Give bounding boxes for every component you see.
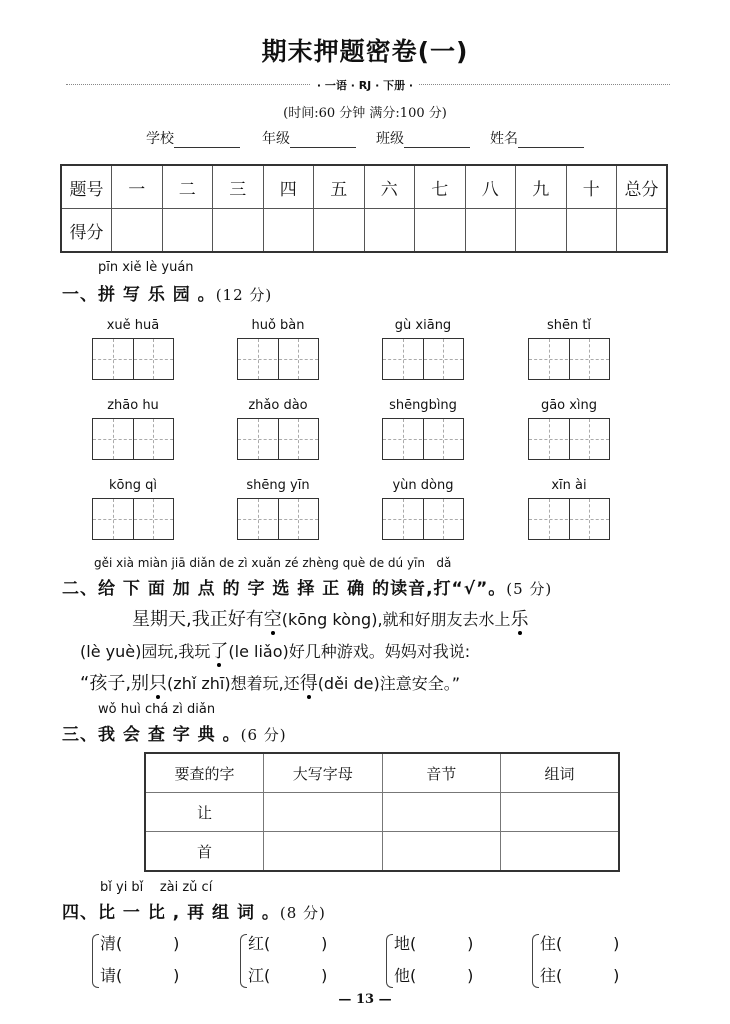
score-header-cell: 三 bbox=[213, 165, 264, 209]
score-header-cell: 十 bbox=[566, 165, 617, 209]
grade-blank[interactable] bbox=[290, 131, 356, 148]
word-pinyin: kōng qì bbox=[109, 478, 157, 493]
word-pinyin: shēng yīn bbox=[246, 478, 310, 493]
passage-line-2: (lè yuè)园玩,我玩了(le liǎo)好几种游戏。妈妈对我说: bbox=[80, 641, 471, 662]
pinyin-write-item bbox=[92, 398, 174, 460]
page-number: — 13 — bbox=[338, 992, 392, 1007]
dict-answer-cell[interactable] bbox=[501, 832, 620, 872]
section1-title: 一、拼 写 乐 园 。(12 分) bbox=[62, 285, 273, 305]
pinyin-write-item bbox=[237, 398, 319, 460]
pinyin-write-item bbox=[528, 478, 610, 540]
tianzige-box[interactable] bbox=[382, 498, 464, 540]
tianzige-box[interactable] bbox=[528, 418, 610, 460]
word-pinyin: huǒ bàn bbox=[251, 318, 305, 333]
dict-header-cell: 组词 bbox=[501, 753, 620, 793]
dict-answer-cell[interactable] bbox=[501, 793, 620, 832]
score-cell[interactable] bbox=[314, 209, 365, 253]
pinyin-write-item bbox=[237, 318, 319, 380]
section3-pinyin: wǒ huì chá zì diǎn bbox=[98, 702, 216, 717]
school-field: 学校 bbox=[146, 128, 240, 148]
tianzige-box[interactable] bbox=[528, 338, 610, 380]
pinyin-write-item bbox=[528, 318, 610, 380]
word-pinyin: shēn tǐ bbox=[546, 318, 592, 333]
tianzige-box[interactable] bbox=[237, 338, 319, 380]
dotted-char: 乐 bbox=[510, 609, 529, 630]
brace bbox=[532, 934, 539, 988]
score-header-cell: 四 bbox=[263, 165, 314, 209]
dict-answer-cell[interactable] bbox=[382, 832, 501, 872]
score-cell[interactable] bbox=[263, 209, 314, 253]
pinyin-write-item bbox=[237, 478, 319, 540]
tianzige-box[interactable] bbox=[237, 498, 319, 540]
tianzige-box[interactable] bbox=[92, 338, 174, 380]
dict-header-cell: 音节 bbox=[382, 753, 501, 793]
section3-title: 三、我 会 查 字 典 。(6 分) bbox=[62, 725, 287, 745]
score-header-cell: 五 bbox=[314, 165, 365, 209]
class-field: 班级 bbox=[376, 128, 470, 148]
score-row bbox=[61, 209, 667, 253]
dotted-char: 得 bbox=[299, 673, 318, 694]
dict-header-cell: 大写字母 bbox=[264, 753, 383, 793]
score-cell[interactable] bbox=[162, 209, 213, 253]
pinyin-write-item bbox=[382, 478, 464, 540]
word-pinyin: yùn dòng bbox=[392, 478, 454, 493]
dictionary-table bbox=[144, 752, 620, 872]
brace bbox=[386, 934, 393, 988]
tianzige-box[interactable] bbox=[92, 418, 174, 460]
word-pinyin: gù xiāng bbox=[394, 318, 452, 333]
score-header-cell: 六 bbox=[364, 165, 415, 209]
score-table bbox=[60, 164, 668, 253]
dict-char-cell: 让 bbox=[145, 793, 264, 832]
tianzige-box[interactable] bbox=[237, 418, 319, 460]
score-cell[interactable] bbox=[415, 209, 466, 253]
dict-answer-cell[interactable] bbox=[382, 793, 501, 832]
score-cell[interactable] bbox=[465, 209, 516, 253]
word-pinyin: zhāo hu bbox=[107, 398, 159, 413]
section2-title: 二、给 下 面 加 点 的 字 选 择 正 确 的读音,打“√”。(5 分) bbox=[62, 579, 553, 599]
section4-title: 四、比 一 比 , 再 组 词 。(8 分) bbox=[62, 903, 326, 923]
compare-pair: 清( ) 请( ) bbox=[100, 928, 179, 992]
score-cell[interactable] bbox=[213, 209, 264, 253]
section2-pinyin: gěi xià miàn jiā diǎn de zì xuǎn zé zhèng què de dú yīn dǎ bbox=[94, 556, 452, 570]
tianzige-box[interactable] bbox=[528, 498, 610, 540]
score-header-cell: 七 bbox=[415, 165, 466, 209]
word-pinyin: gāo xìng bbox=[540, 398, 598, 413]
word-pinyin: zhǎo dào bbox=[248, 398, 308, 413]
compare-pair: 住( ) 往( ) bbox=[540, 928, 619, 992]
score-row-label: 得分 bbox=[61, 209, 112, 253]
time-and-score-info: (时间:60 分钟 满分:100 分) bbox=[283, 106, 447, 121]
compare-pair: 地( ) 他( ) bbox=[394, 928, 473, 992]
question-number-row bbox=[61, 165, 667, 209]
grade-field: 年级 bbox=[262, 128, 356, 148]
dictionary-row bbox=[145, 832, 619, 872]
tianzige-box[interactable] bbox=[382, 338, 464, 380]
section1-pinyin: pīn xiě lè yuán bbox=[98, 260, 194, 275]
score-cell[interactable] bbox=[617, 209, 668, 253]
page-title: 期末押题密卷(一) bbox=[261, 37, 469, 66]
score-header-cell: 八 bbox=[465, 165, 516, 209]
edition-tag: · 一语 · RJ · 下册 · bbox=[0, 77, 730, 93]
pinyin-write-item bbox=[92, 318, 174, 380]
dict-answer-cell[interactable] bbox=[264, 832, 383, 872]
passage-line-3: “孩子,别只(zhǐ zhī)想着玩,还得(děi de)注意安全。” bbox=[80, 673, 460, 694]
score-cell[interactable] bbox=[112, 209, 163, 253]
compare-pair: 红( ) 江( ) bbox=[248, 928, 327, 992]
class-blank[interactable] bbox=[404, 131, 470, 148]
dict-char-cell: 首 bbox=[145, 832, 264, 872]
name-field: 姓名 bbox=[490, 128, 584, 148]
school-blank[interactable] bbox=[174, 131, 240, 148]
pinyin-write-item bbox=[528, 398, 610, 460]
name-blank[interactable] bbox=[518, 131, 584, 148]
word-pinyin: xīn ài bbox=[551, 478, 587, 493]
word-pinyin: shēngbìng bbox=[389, 398, 457, 413]
score-cell[interactable] bbox=[566, 209, 617, 253]
dict-header-cell: 要查的字 bbox=[145, 753, 264, 793]
tianzige-box[interactable] bbox=[382, 418, 464, 460]
score-header-cell: 二 bbox=[162, 165, 213, 209]
dictionary-row bbox=[145, 793, 619, 832]
score-header-cell: 一 bbox=[112, 165, 163, 209]
dotted-char: 了 bbox=[210, 641, 229, 662]
score-cell[interactable] bbox=[516, 209, 567, 253]
score-header-cell: 题号 bbox=[61, 165, 112, 209]
dict-answer-cell[interactable] bbox=[264, 793, 383, 832]
tianzige-box[interactable] bbox=[92, 498, 174, 540]
word-pinyin: xuě huā bbox=[106, 318, 160, 333]
score-header-cell: 九 bbox=[516, 165, 567, 209]
dotted-char: 空 bbox=[263, 609, 282, 630]
score-cell[interactable] bbox=[364, 209, 415, 253]
pinyin-write-item bbox=[92, 478, 174, 540]
brace bbox=[92, 934, 99, 988]
pinyin-write-item bbox=[382, 318, 464, 380]
section4-pinyin: bǐ yi bǐ zài zǔ cí bbox=[100, 880, 213, 895]
dotted-char: 只 bbox=[149, 673, 168, 694]
pinyin-write-item bbox=[382, 398, 464, 460]
passage-line-1: 星期天,我正好有空(kōng kòng),就和好朋友去水上乐 bbox=[132, 609, 529, 630]
score-header-cell: 总分 bbox=[617, 165, 668, 209]
brace bbox=[240, 934, 247, 988]
dictionary-header-row bbox=[145, 753, 619, 793]
